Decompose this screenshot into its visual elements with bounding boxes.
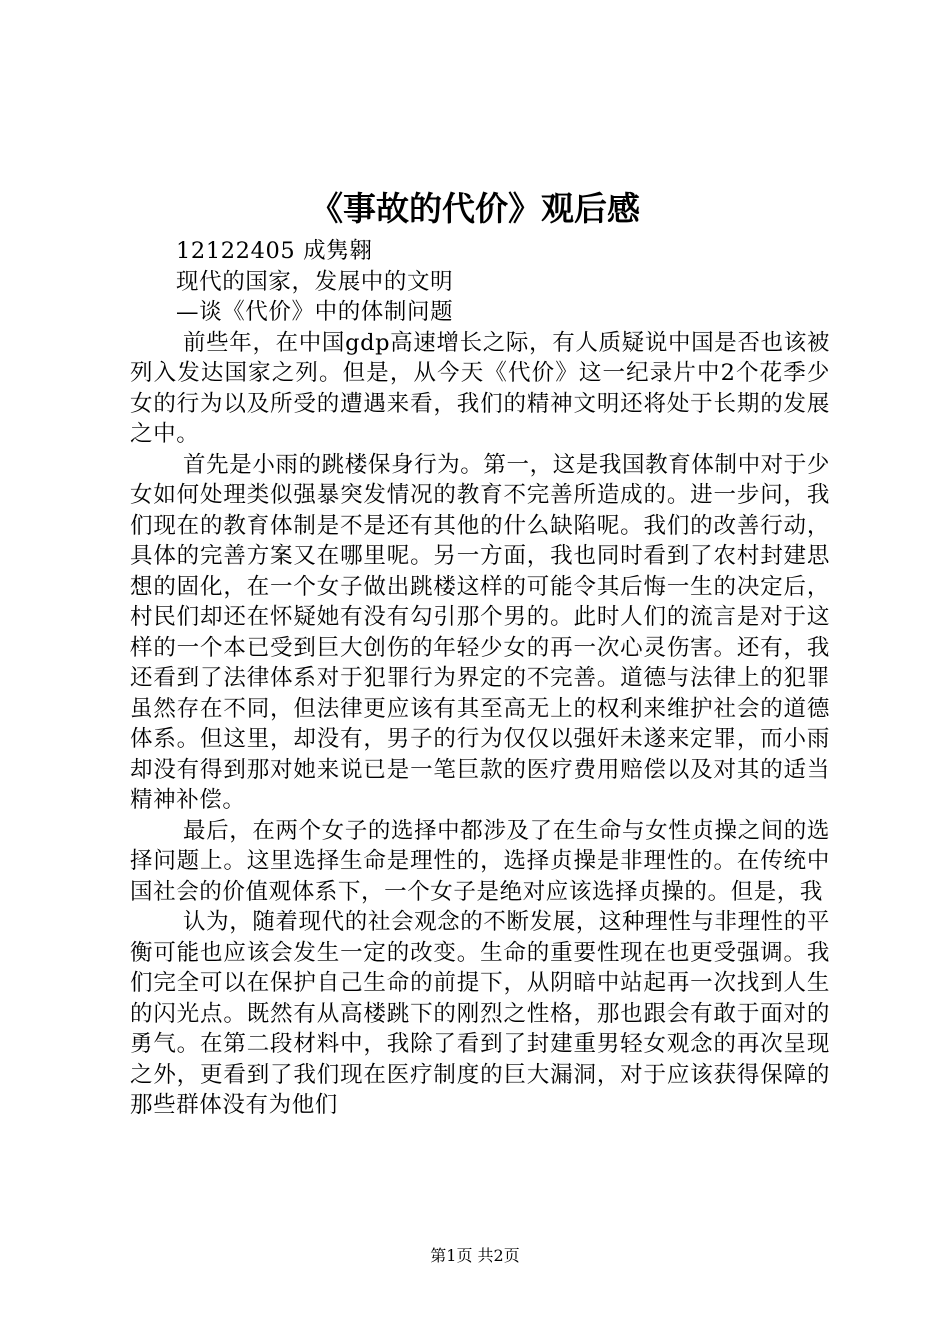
subtitle-line: 现代的国家，发展中的文明 — [176, 268, 454, 295]
document-body — [130, 236, 830, 1121]
document-title: 《事故的代价》观后感 — [310, 189, 640, 228]
paragraph: 首先是小雨的跳楼保身行为。第一，这是我国教育体制中对于少女如何处理类似强暴突发情况的教育不完善所造成的。进一步问，我们现在的教育体制是不是还有其他的什么缺陷呢。我们的改善行动，具体的完善方案又在哪里呢。另一方面，我也同时看到了农村封建思想的固化，在一个女子做出跳楼这样的可能令其后悔一生的决定后，村民们却还在怀疑她有没有勾引那个男的。此时人们的流言是对于这样的一个本已受到巨大创伤的年轻少女的再一次心灵伤害。还有，我还看到了法律体系对于犯罪行为界定的不完善。道德与法律上的犯罪虽然存在不同，但法律更应该有其至高无上的权利来维护社会的道德体系。但这里，却没有，男子的行为仅仅以强奸未遂来定罪，而小雨却没有得到那对她来说已是一笔巨款的医疗费用赔偿以及对其的适当精神补偿。 — [130, 451, 830, 813]
paragraph: 前些年，在中国gdp高速增长之际，有人质疑说中国是否也该被列入发达国家之列。但是，从今天《代价》这一纪录片中2个花季少女的行为以及所受的遭遇来看，我们的精神文明还将处于长期的发展之中。 — [130, 329, 830, 447]
paragraph: 认为，随着现代的社会观念的不断发展，这种理性与非理性的平衡可能也应该会发生一定的改变。生命的重要性现在也更受强调。我们完全可以在保护自己生命的前提下，从阴暗中站起再一次找到人生的闪光点。既然有从高楼跳下的刚烈之性格，那也跟会有敢于面对的勇气。在第二段材料中，我除了看到了封建重男轻女观念的再次呈现之外，更看到了我们现在医疗制度的巨大漏洞，对于应该获得保障的那些群体没有为他们 — [130, 909, 830, 1118]
page-footer: 第1页 共2页 — [430, 1246, 520, 1265]
author-line: 12122405 成隽翱 — [176, 238, 373, 264]
subtitle-line-secondary: —谈《代价》中的体制问题 — [176, 299, 454, 325]
paragraph: 最后，在两个女子的选择中都涉及了在生命与女性贞操之间的选择问题上。这里选择生命是理性的，选择贞操是非理性的。在传统中国社会的价值观体系下，一个女子是绝对应该选择贞操的。但是，我 — [130, 817, 830, 905]
